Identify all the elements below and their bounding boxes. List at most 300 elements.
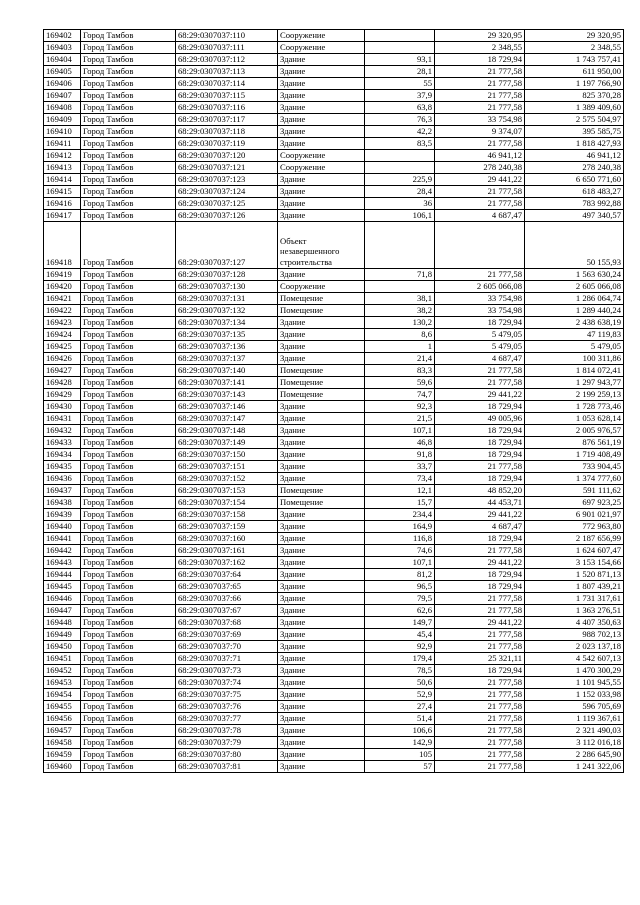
area-cell: 50,6: [365, 677, 435, 689]
table-row: [44, 593, 624, 605]
row-number-cell: 169433: [44, 437, 81, 449]
unit-value-cell: 21 777,58: [435, 78, 525, 90]
object-type-cell: Здание: [278, 545, 365, 557]
cadastral-value-cell: 2 199 259,13: [525, 389, 624, 401]
cadastral-number-cell: 68:29:0307037:160: [176, 533, 278, 545]
unit-value-cell: 21 777,58: [435, 138, 525, 150]
row-number-cell: 169441: [44, 533, 81, 545]
row-number-cell: 169443: [44, 557, 81, 569]
municipality-cell: Город Тамбов: [81, 737, 176, 749]
municipality-cell: Город Тамбов: [81, 102, 176, 114]
object-type-cell: Здание: [278, 461, 365, 473]
cadastral-number-cell: 68:29:0307037:76: [176, 701, 278, 713]
cadastral-number-cell: 68:29:0307037:132: [176, 305, 278, 317]
unit-value-cell: 29 320,95: [435, 30, 525, 42]
area-cell: 79,5: [365, 593, 435, 605]
unit-value-cell: 48 852,20: [435, 485, 525, 497]
object-type-cell: Здание: [278, 401, 365, 413]
object-type-cell: Здание: [278, 725, 365, 737]
cadastral-value-cell: 395 585,75: [525, 126, 624, 138]
table-row: [44, 461, 624, 473]
municipality-cell: Город Тамбов: [81, 617, 176, 629]
area-cell: 28,4: [365, 186, 435, 198]
unit-value-cell: 21 777,58: [435, 102, 525, 114]
table-row: [44, 102, 624, 114]
row-number-cell: 169440: [44, 521, 81, 533]
table-row: [44, 198, 624, 210]
table-row: [44, 677, 624, 689]
cadastral-number-cell: 68:29:0307037:119: [176, 138, 278, 150]
municipality-cell: Город Тамбов: [81, 389, 176, 401]
object-type-cell: Сооружение: [278, 150, 365, 162]
object-type-cell: Здание: [278, 329, 365, 341]
row-number-cell: 169422: [44, 305, 81, 317]
row-number-cell: 169448: [44, 617, 81, 629]
table-row: [44, 437, 624, 449]
row-number-cell: 169423: [44, 317, 81, 329]
cadastral-value-cell: 2 321 490,03: [525, 725, 624, 737]
row-number-cell: 169432: [44, 425, 81, 437]
unit-value-cell: 21 777,58: [435, 593, 525, 605]
municipality-cell: Город Тамбов: [81, 30, 176, 42]
unit-value-cell: 21 777,58: [435, 186, 525, 198]
object-type-cell: Помещение: [278, 293, 365, 305]
unit-value-cell: 46 941,12: [435, 150, 525, 162]
cadastral-value-cell: 1 119 367,61: [525, 713, 624, 725]
table-row: [44, 689, 624, 701]
cadastral-value-cell: 825 370,28: [525, 90, 624, 102]
row-number-cell: 169454: [44, 689, 81, 701]
municipality-cell: Город Тамбов: [81, 605, 176, 617]
unit-value-cell: 278 240,38: [435, 162, 525, 174]
cadastral-value-cell: 596 705,69: [525, 701, 624, 713]
cadastral-number-cell: 68:29:0307037:130: [176, 281, 278, 293]
area-cell: 83,5: [365, 138, 435, 150]
unit-value-cell: 18 729,94: [435, 473, 525, 485]
cadastral-value-cell: 1 743 757,41: [525, 54, 624, 66]
cadastral-number-cell: 68:29:0307037:73: [176, 665, 278, 677]
table-row: [44, 126, 624, 138]
municipality-cell: Город Тамбов: [81, 701, 176, 713]
municipality-cell: Город Тамбов: [81, 557, 176, 569]
unit-value-cell: 5 479,05: [435, 341, 525, 353]
cadastral-number-cell: 68:29:0307037:111: [176, 42, 278, 54]
object-type-cell: Здание: [278, 689, 365, 701]
area-cell: 107,1: [365, 557, 435, 569]
cadastral-number-cell: 68:29:0307037:120: [176, 150, 278, 162]
cadastral-value-cell: 497 340,57: [525, 210, 624, 222]
table-row: [44, 174, 624, 186]
table-row: [44, 713, 624, 725]
cadastral-value-cell: 772 963,80: [525, 521, 624, 533]
cadastral-value-cell: 1 286 064,74: [525, 293, 624, 305]
unit-value-cell: 33 754,98: [435, 305, 525, 317]
unit-value-cell: 29 441,22: [435, 509, 525, 521]
cadastral-value-cell: 1 728 773,46: [525, 401, 624, 413]
cadastral-value-cell: 876 561,19: [525, 437, 624, 449]
unit-value-cell: 21 777,58: [435, 461, 525, 473]
municipality-cell: Город Тамбов: [81, 641, 176, 653]
cadastral-value-cell: 591 111,62: [525, 485, 624, 497]
municipality-cell: Город Тамбов: [81, 150, 176, 162]
cadastral-value-cell: 3 112 016,18: [525, 737, 624, 749]
row-number-cell: 169446: [44, 593, 81, 605]
cadastral-value-cell: 6 901 021,97: [525, 509, 624, 521]
area-cell: 15,7: [365, 497, 435, 509]
table-row: [44, 629, 624, 641]
cadastral-number-cell: 68:29:0307037:162: [176, 557, 278, 569]
row-number-cell: 169411: [44, 138, 81, 150]
cadastral-number-cell: 68:29:0307037:149: [176, 437, 278, 449]
object-type-cell: Здание: [278, 641, 365, 653]
cadastral-value-cell: 783 992,88: [525, 198, 624, 210]
object-type-cell: Здание: [278, 581, 365, 593]
cadastral-value-cell: 1 818 427,93: [525, 138, 624, 150]
unit-value-cell: 18 729,94: [435, 425, 525, 437]
row-number-cell: 169430: [44, 401, 81, 413]
row-number-cell: 169417: [44, 210, 81, 222]
cadastral-number-cell: 68:29:0307037:65: [176, 581, 278, 593]
area-cell: 28,1: [365, 66, 435, 78]
row-number-cell: 169410: [44, 126, 81, 138]
table-row: [44, 138, 624, 150]
table-row: [44, 222, 624, 269]
cadastral-value-cell: 1 731 317,61: [525, 593, 624, 605]
municipality-cell: Город Тамбов: [81, 749, 176, 761]
row-number-cell: 169406: [44, 78, 81, 90]
table-row: [44, 665, 624, 677]
row-number-cell: 169407: [44, 90, 81, 102]
table-row: [44, 329, 624, 341]
cadastral-number-cell: 68:29:0307037:81: [176, 761, 278, 773]
municipality-cell: Город Тамбов: [81, 593, 176, 605]
unit-value-cell: 5 479,05: [435, 329, 525, 341]
table-row: [44, 401, 624, 413]
row-number-cell: 169457: [44, 725, 81, 737]
object-type-cell: Здание: [278, 210, 365, 222]
area-cell: 234,4: [365, 509, 435, 521]
cadastral-number-cell: 68:29:0307037:146: [176, 401, 278, 413]
row-number-cell: 169428: [44, 377, 81, 389]
row-number-cell: 169415: [44, 186, 81, 198]
area-cell: 37,9: [365, 90, 435, 102]
cadastral-number-cell: 68:29:0307037:134: [176, 317, 278, 329]
municipality-cell: Город Тамбов: [81, 629, 176, 641]
unit-value-cell: 29 441,22: [435, 389, 525, 401]
cadastral-number-cell: 68:29:0307037:116: [176, 102, 278, 114]
cadastral-number-cell: 68:29:0307037:154: [176, 497, 278, 509]
area-cell: 46,8: [365, 437, 435, 449]
unit-value-cell: 21 777,58: [435, 725, 525, 737]
municipality-cell: Город Тамбов: [81, 90, 176, 102]
area-cell: 57: [365, 761, 435, 773]
cadastral-value-cell: 1 152 033,98: [525, 689, 624, 701]
unit-value-cell: 21 777,58: [435, 66, 525, 78]
table-row: [44, 54, 624, 66]
area-cell: 225,9: [365, 174, 435, 186]
municipality-cell: Город Тамбов: [81, 485, 176, 497]
row-number-cell: 169429: [44, 389, 81, 401]
cadastral-value-cell: 29 320,95: [525, 30, 624, 42]
object-type-cell: Здание: [278, 66, 365, 78]
unit-value-cell: 18 729,94: [435, 401, 525, 413]
cadastral-value-cell: 1 241 322,06: [525, 761, 624, 773]
cadastral-number-cell: 68:29:0307037:77: [176, 713, 278, 725]
object-type-cell: Помещение: [278, 497, 365, 509]
object-type-cell: Здание: [278, 114, 365, 126]
cadastral-number-cell: 68:29:0307037:123: [176, 174, 278, 186]
unit-value-cell: 21 777,58: [435, 761, 525, 773]
unit-value-cell: 18 729,94: [435, 54, 525, 66]
object-type-cell: Здание: [278, 749, 365, 761]
cadastral-number-cell: 68:29:0307037:74: [176, 677, 278, 689]
row-number-cell: 169416: [44, 198, 81, 210]
row-number-cell: 169455: [44, 701, 81, 713]
object-type-cell: Здание: [278, 437, 365, 449]
table-row: [44, 545, 624, 557]
area-cell: 8,6: [365, 329, 435, 341]
area-cell: 92,9: [365, 641, 435, 653]
row-number-cell: 169405: [44, 66, 81, 78]
cadastral-value-cell: 2 023 137,18: [525, 641, 624, 653]
municipality-cell: Город Тамбов: [81, 653, 176, 665]
object-type-cell: Здание: [278, 737, 365, 749]
cadastral-number-cell: 68:29:0307037:151: [176, 461, 278, 473]
unit-value-cell: 21 777,58: [435, 749, 525, 761]
cadastral-number-cell: 68:29:0307037:148: [176, 425, 278, 437]
cadastral-value-cell: 2 187 656,99: [525, 533, 624, 545]
municipality-cell: Город Тамбов: [81, 305, 176, 317]
cadastral-number-cell: 68:29:0307037:64: [176, 569, 278, 581]
cadastral-value-cell: 100 311,86: [525, 353, 624, 365]
municipality-cell: Город Тамбов: [81, 365, 176, 377]
unit-value-cell: 21 777,58: [435, 377, 525, 389]
object-type-cell: Сооружение: [278, 162, 365, 174]
cadastral-number-cell: 68:29:0307037:159: [176, 521, 278, 533]
table-row: [44, 485, 624, 497]
row-number-cell: 169451: [44, 653, 81, 665]
table-row: [44, 533, 624, 545]
table-row: [44, 150, 624, 162]
unit-value-cell: 21 777,58: [435, 90, 525, 102]
cadastral-number-cell: 68:29:0307037:137: [176, 353, 278, 365]
municipality-cell: Город Тамбов: [81, 521, 176, 533]
table-row: [44, 210, 624, 222]
unit-value-cell: 21 777,58: [435, 713, 525, 725]
row-number-cell: 169450: [44, 641, 81, 653]
municipality-cell: Город Тамбов: [81, 341, 176, 353]
area-cell: 78,5: [365, 665, 435, 677]
object-type-cell: Здание: [278, 593, 365, 605]
row-number-cell: 169419: [44, 269, 81, 281]
area-cell: 1: [365, 341, 435, 353]
area-cell: 74,7: [365, 389, 435, 401]
object-type-cell: Здание: [278, 102, 365, 114]
unit-value-cell: 21 777,58: [435, 269, 525, 281]
municipality-cell: Город Тамбов: [81, 401, 176, 413]
cadastral-number-cell: 68:29:0307037:158: [176, 509, 278, 521]
object-type-cell: Сооружение: [278, 281, 365, 293]
municipality-cell: Город Тамбов: [81, 54, 176, 66]
cadastral-number-cell: 68:29:0307037:143: [176, 389, 278, 401]
row-number-cell: 169445: [44, 581, 81, 593]
area-cell: 81,2: [365, 569, 435, 581]
unit-value-cell: 18 729,94: [435, 317, 525, 329]
unit-value-cell: 18 729,94: [435, 665, 525, 677]
cadastral-value-cell: 2 438 638,19: [525, 317, 624, 329]
area-cell: 76,3: [365, 114, 435, 126]
area-cell: 130,2: [365, 317, 435, 329]
object-type-cell: Здание: [278, 701, 365, 713]
cadastral-number-cell: 68:29:0307037:110: [176, 30, 278, 42]
row-number-cell: 169442: [44, 545, 81, 557]
row-number-cell: 169420: [44, 281, 81, 293]
table-row: [44, 293, 624, 305]
municipality-cell: Город Тамбов: [81, 42, 176, 54]
table-row: [44, 425, 624, 437]
area-cell: [365, 162, 435, 174]
municipality-cell: Город Тамбов: [81, 677, 176, 689]
unit-value-cell: 21 777,58: [435, 198, 525, 210]
row-number-cell: 169424: [44, 329, 81, 341]
municipality-cell: Город Тамбов: [81, 377, 176, 389]
area-cell: 164,9: [365, 521, 435, 533]
area-cell: [365, 42, 435, 54]
object-type-cell: Здание: [278, 473, 365, 485]
object-type-cell: Здание: [278, 653, 365, 665]
cadastral-number-cell: 68:29:0307037:150: [176, 449, 278, 461]
municipality-cell: Город Тамбов: [81, 210, 176, 222]
table-row: [44, 497, 624, 509]
row-number-cell: 169444: [44, 569, 81, 581]
object-type-cell: Здание: [278, 665, 365, 677]
unit-value-cell: 9 374,07: [435, 126, 525, 138]
object-type-cell: Здание: [278, 713, 365, 725]
table-row: [44, 473, 624, 485]
cadastral-number-cell: 68:29:0307037:71: [176, 653, 278, 665]
row-number-cell: 169453: [44, 677, 81, 689]
table-row: [44, 30, 624, 42]
table-row: [44, 521, 624, 533]
unit-value-cell: 33 754,98: [435, 293, 525, 305]
cadastral-number-cell: 68:29:0307037:112: [176, 54, 278, 66]
area-cell: 142,9: [365, 737, 435, 749]
area-cell: 42,2: [365, 126, 435, 138]
cadastral-number-cell: 68:29:0307037:140: [176, 365, 278, 377]
area-cell: 59,6: [365, 377, 435, 389]
cadastral-value-cell: 2 005 976,57: [525, 425, 624, 437]
unit-value-cell: 21 777,58: [435, 737, 525, 749]
cadastral-value-cell: 1 719 408,49: [525, 449, 624, 461]
area-cell: 36: [365, 198, 435, 210]
municipality-cell: Город Тамбов: [81, 497, 176, 509]
cadastral-value-cell: 1 197 766,90: [525, 78, 624, 90]
unit-value-cell: 18 729,94: [435, 437, 525, 449]
table-row: [44, 377, 624, 389]
row-number-cell: 169414: [44, 174, 81, 186]
municipality-cell: Город Тамбов: [81, 713, 176, 725]
municipality-cell: Город Тамбов: [81, 437, 176, 449]
area-cell: 38,2: [365, 305, 435, 317]
row-number-cell: 169418: [44, 222, 81, 269]
area-cell: 96,5: [365, 581, 435, 593]
object-type-cell: Здание: [278, 198, 365, 210]
object-type-cell: Сооружение: [278, 30, 365, 42]
object-type-cell: Здание: [278, 617, 365, 629]
row-number-cell: 169439: [44, 509, 81, 521]
cadastral-number-cell: 68:29:0307037:127: [176, 222, 278, 269]
cadastral-value-cell: 1 807 439,21: [525, 581, 624, 593]
cadastral-number-cell: 68:29:0307037:80: [176, 749, 278, 761]
unit-value-cell: 18 729,94: [435, 569, 525, 581]
object-type-cell: Здание: [278, 78, 365, 90]
area-cell: 107,1: [365, 425, 435, 437]
municipality-cell: Город Тамбов: [81, 761, 176, 773]
cadastral-value-cell: 2 286 645,90: [525, 749, 624, 761]
unit-value-cell: 33 754,98: [435, 114, 525, 126]
unit-value-cell: 29 441,22: [435, 617, 525, 629]
unit-value-cell: [435, 222, 525, 269]
unit-value-cell: 21 777,58: [435, 365, 525, 377]
table-row: [44, 605, 624, 617]
municipality-cell: Город Тамбов: [81, 569, 176, 581]
municipality-cell: Город Тамбов: [81, 66, 176, 78]
area-cell: 33,7: [365, 461, 435, 473]
cadastral-value-cell: 1 563 630,24: [525, 269, 624, 281]
unit-value-cell: 44 453,71: [435, 497, 525, 509]
object-type-cell: Здание: [278, 509, 365, 521]
row-number-cell: 169426: [44, 353, 81, 365]
table-row: [44, 737, 624, 749]
cadastral-number-cell: 68:29:0307037:115: [176, 90, 278, 102]
object-type-cell: Сооружение: [278, 42, 365, 54]
table-row: [44, 617, 624, 629]
area-cell: 62,6: [365, 605, 435, 617]
cadastral-number-cell: 68:29:0307037:147: [176, 413, 278, 425]
unit-value-cell: 21 777,58: [435, 689, 525, 701]
area-cell: [365, 150, 435, 162]
municipality-cell: Город Тамбов: [81, 509, 176, 521]
cadastral-value-cell: 733 904,45: [525, 461, 624, 473]
row-number-cell: 169459: [44, 749, 81, 761]
area-cell: 12,1: [365, 485, 435, 497]
table-row: [44, 725, 624, 737]
table-row: [44, 186, 624, 198]
cadastral-value-cell: 1 363 276,51: [525, 605, 624, 617]
cadastral-value-cell: 46 941,12: [525, 150, 624, 162]
cadastral-value-cell: 2 348,55: [525, 42, 624, 54]
table-row: [44, 413, 624, 425]
area-cell: 55: [365, 78, 435, 90]
cadastral-value-cell: 2 605 066,08: [525, 281, 624, 293]
unit-value-cell: 21 777,58: [435, 545, 525, 557]
cadastral-number-cell: 68:29:0307037:152: [176, 473, 278, 485]
cadastral-value-cell: 988 702,13: [525, 629, 624, 641]
municipality-cell: Город Тамбов: [81, 461, 176, 473]
row-number-cell: 169408: [44, 102, 81, 114]
object-type-cell: Здание: [278, 629, 365, 641]
municipality-cell: Город Тамбов: [81, 473, 176, 485]
cadastral-value-cell: 5 479,05: [525, 341, 624, 353]
cadastral-value-cell: 4 407 350,63: [525, 617, 624, 629]
table-row: [44, 701, 624, 713]
object-type-cell: Здание: [278, 54, 365, 66]
area-cell: [365, 222, 435, 269]
area-cell: 51,4: [365, 713, 435, 725]
unit-value-cell: 21 777,58: [435, 677, 525, 689]
object-type-cell: Помещение: [278, 389, 365, 401]
cadastral-value-cell: 1 814 072,41: [525, 365, 624, 377]
